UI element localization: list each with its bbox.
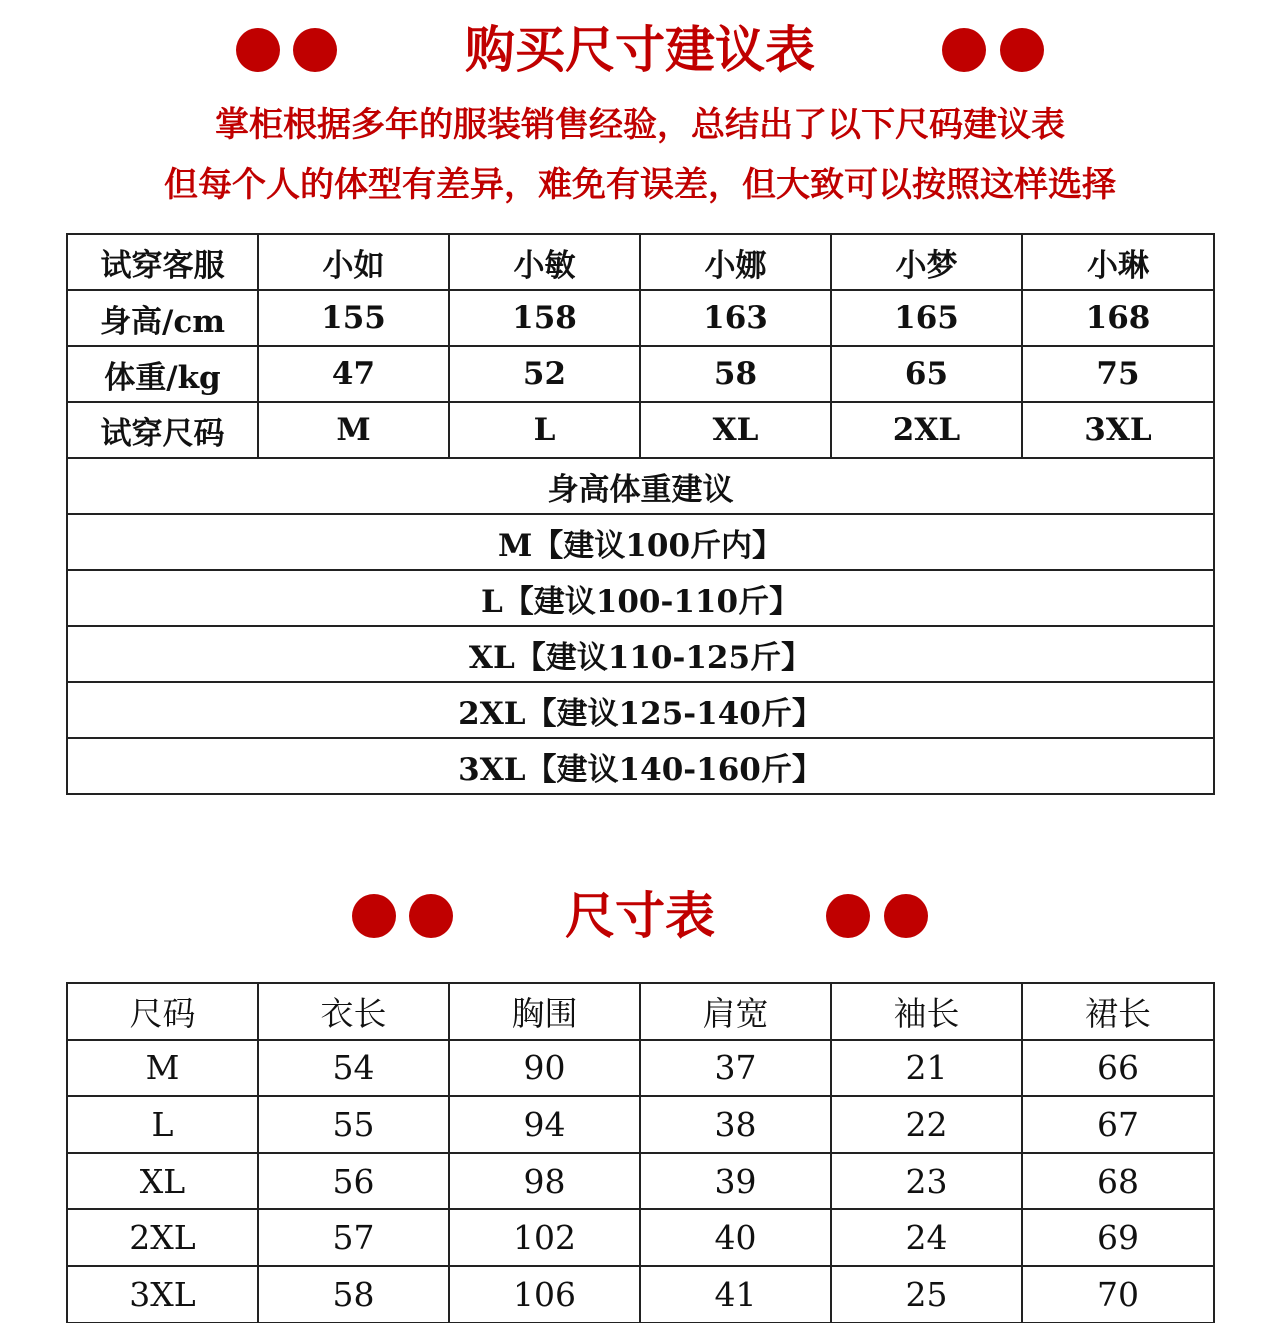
table-cell: 55 bbox=[258, 1096, 449, 1153]
header-cell: 肩宽 bbox=[640, 983, 831, 1040]
table-row bbox=[67, 1040, 1214, 1097]
red-dot-icon bbox=[826, 894, 870, 938]
table-row bbox=[67, 402, 1214, 458]
section2-heading bbox=[0, 886, 1280, 946]
table-cell: 66 bbox=[1022, 1040, 1214, 1097]
advice-cell: 2XL【建议125-140斤】 bbox=[67, 682, 1214, 738]
table-cell: 22 bbox=[831, 1096, 1022, 1153]
table-row bbox=[67, 346, 1214, 402]
table-cell: M bbox=[258, 402, 449, 458]
header-cell: 裙长 bbox=[1022, 983, 1214, 1040]
table-cell: 56 bbox=[258, 1153, 449, 1210]
size-label-cell: M bbox=[67, 1040, 258, 1097]
header-cell: 小敏 bbox=[449, 234, 640, 290]
table-cell: 102 bbox=[449, 1209, 640, 1266]
table-cell: 75 bbox=[1022, 346, 1214, 402]
table-header-row bbox=[67, 983, 1214, 1040]
table-cell: 54 bbox=[258, 1040, 449, 1097]
header-cell: 小如 bbox=[258, 234, 449, 290]
advice-cell: 3XL【建议140-160斤】 bbox=[67, 738, 1214, 794]
row-label-cell: 体重/kg bbox=[67, 346, 258, 402]
table-row bbox=[67, 1153, 1214, 1210]
header-cell: 衣长 bbox=[258, 983, 449, 1040]
table-cell: 38 bbox=[640, 1096, 831, 1153]
size-suggestion-table bbox=[66, 233, 1215, 795]
advice-cell: M【建议100斤内】 bbox=[67, 514, 1214, 570]
table-header-row bbox=[67, 234, 1214, 290]
table-cell: 68 bbox=[1022, 1153, 1214, 1210]
header-cell: 试穿客服 bbox=[67, 234, 258, 290]
table-cell: 23 bbox=[831, 1153, 1022, 1210]
table-cell: 94 bbox=[449, 1096, 640, 1153]
table-cell: 155 bbox=[258, 290, 449, 346]
size-chart-table bbox=[66, 982, 1215, 1323]
page-title: 购买尺寸建议表 bbox=[465, 20, 815, 79]
advice-row bbox=[67, 570, 1214, 626]
row-label-cell: 身高/cm bbox=[67, 290, 258, 346]
table-cell: 39 bbox=[640, 1153, 831, 1210]
table-cell: 69 bbox=[1022, 1209, 1214, 1266]
table-cell: 90 bbox=[449, 1040, 640, 1097]
table-row bbox=[67, 290, 1214, 346]
table-cell: 24 bbox=[831, 1209, 1022, 1266]
table-cell: 158 bbox=[449, 290, 640, 346]
table-row bbox=[67, 1266, 1214, 1323]
size-label-cell: 2XL bbox=[67, 1209, 258, 1266]
table-cell: 106 bbox=[449, 1266, 640, 1323]
header-cell: 胸围 bbox=[449, 983, 640, 1040]
table-cell: XL bbox=[640, 402, 831, 458]
table-cell: 168 bbox=[1022, 290, 1214, 346]
table-cell: 163 bbox=[640, 290, 831, 346]
red-dot-icon bbox=[942, 28, 986, 72]
table-cell: 25 bbox=[831, 1266, 1022, 1323]
advice-row bbox=[67, 514, 1214, 570]
table-cell: 58 bbox=[640, 346, 831, 402]
table-cell: 3XL bbox=[1022, 402, 1214, 458]
table-cell: 98 bbox=[449, 1153, 640, 1210]
red-dot-icon bbox=[1000, 28, 1044, 72]
table-row bbox=[67, 1096, 1214, 1153]
advice-row bbox=[67, 626, 1214, 682]
header-cell: 小梦 bbox=[831, 234, 1022, 290]
advice-cell: L【建议100-110斤】 bbox=[67, 570, 1214, 626]
advice-title-row bbox=[67, 458, 1214, 514]
size-chart-title: 尺寸表 bbox=[565, 886, 715, 945]
header-cell: 小娜 bbox=[640, 234, 831, 290]
table-cell: 70 bbox=[1022, 1266, 1214, 1323]
table-cell: 41 bbox=[640, 1266, 831, 1323]
table-cell: 47 bbox=[258, 346, 449, 402]
table-cell: 58 bbox=[258, 1266, 449, 1323]
advice-row bbox=[67, 738, 1214, 794]
header-cell: 尺码 bbox=[67, 983, 258, 1040]
size-label-cell: XL bbox=[67, 1153, 258, 1210]
advice-row bbox=[67, 682, 1214, 738]
size-label-cell: 3XL bbox=[67, 1266, 258, 1323]
size-label-cell: L bbox=[67, 1096, 258, 1153]
table-cell: 65 bbox=[831, 346, 1022, 402]
header-cell: 袖长 bbox=[831, 983, 1022, 1040]
red-dot-icon bbox=[884, 894, 928, 938]
table-cell: 2XL bbox=[831, 402, 1022, 458]
table-cell: 57 bbox=[258, 1209, 449, 1266]
table-row bbox=[67, 1209, 1214, 1266]
table-cell: 21 bbox=[831, 1040, 1022, 1097]
table-cell: 67 bbox=[1022, 1096, 1214, 1153]
section1-heading bbox=[0, 20, 1280, 80]
table-cell: 165 bbox=[831, 290, 1022, 346]
table-cell: L bbox=[449, 402, 640, 458]
header-cell: 小琳 bbox=[1022, 234, 1214, 290]
table-cell: 37 bbox=[640, 1040, 831, 1097]
advice-title: 身高体重建议 bbox=[67, 458, 1214, 514]
table-cell: 40 bbox=[640, 1209, 831, 1266]
intro-note-line-1: 掌柜根据多年的服装销售经验，总结出了以下尺码建议表 bbox=[215, 105, 1065, 145]
intro-note-line-2: 但每个人的体型有差异，难免有误差，但大致可以按照这样选择 bbox=[164, 165, 1116, 205]
row-label-cell: 试穿尺码 bbox=[67, 402, 258, 458]
advice-cell: XL【建议110-125斤】 bbox=[67, 626, 1214, 682]
table-cell: 52 bbox=[449, 346, 640, 402]
